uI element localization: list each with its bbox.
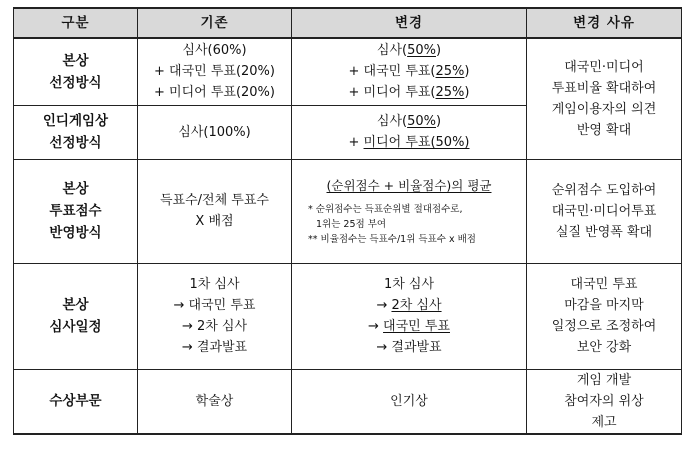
underlined-segment: 미디어 투표(50%)	[363, 135, 470, 150]
cell-after	[292, 263, 527, 369]
cell-after	[292, 38, 527, 105]
cell-line	[292, 132, 526, 153]
cell-reason	[527, 263, 682, 369]
cell-line	[292, 111, 526, 132]
text-segment: 1차 심사	[383, 277, 435, 292]
cell-after	[292, 105, 527, 159]
cell-line: X 배점	[195, 214, 234, 229]
underlined-segment: 25%	[435, 64, 465, 80]
label-line: 인디게임상	[42, 113, 109, 129]
table-row	[14, 159, 682, 263]
cell-line	[292, 61, 526, 82]
label-line: 선정방식	[49, 135, 102, 151]
text-segment: )	[436, 114, 442, 129]
cell-before	[138, 38, 292, 105]
cell-before	[138, 263, 292, 369]
header-reason: 변경 사유	[527, 8, 682, 38]
cell-line	[292, 295, 526, 316]
label-line: 수상부문	[49, 393, 102, 409]
header-category: 구분	[14, 8, 138, 38]
table-row	[14, 263, 682, 369]
cell-line: 게임 개발	[576, 372, 632, 388]
cell-line: 대국민·미디어투표	[551, 203, 657, 219]
underlined-segment: 2차 심사	[391, 298, 442, 313]
footnote-ratio-score: ** 비율점수는 득표수/1위 득표수 x 배점	[308, 234, 476, 245]
cell-reason	[527, 159, 682, 263]
underlined-segment: 25%	[435, 85, 465, 101]
cell-line: 순위점수 도입하여	[551, 182, 657, 198]
text-segment: →	[368, 319, 384, 334]
footnote-rank-score: * 순위점수는 득표순위별 절대점수로,	[308, 204, 463, 215]
cell-reason	[527, 38, 682, 159]
text-segment: 심사(	[376, 114, 408, 129]
cell-line: 반영 확대	[576, 122, 632, 138]
cell-reason	[527, 369, 682, 434]
cell-line: 마감을 마지막	[564, 298, 644, 313]
row-label-indie-award-selection	[14, 105, 138, 159]
cell-line: 제고	[591, 414, 617, 430]
label-line: 본상	[62, 52, 89, 69]
text-segment: +	[348, 135, 364, 150]
label-line: 심사일정	[49, 319, 102, 335]
label-line: 선정방식	[49, 74, 102, 91]
row-label-award-category	[14, 369, 138, 434]
cell-line: 심사(100%)	[178, 124, 251, 140]
cell-line: 실질 반영폭 확대	[555, 224, 653, 240]
cell-line: 심사(60%)	[182, 43, 247, 59]
label-line: 투표점수	[49, 203, 102, 219]
row-label-vote-score-method	[14, 159, 138, 263]
text-segment: 인기상	[390, 393, 428, 409]
cell-line	[292, 316, 526, 337]
row-label-main-award-selection	[14, 38, 138, 105]
cell-line: 보안 강화	[576, 340, 632, 355]
table-row	[14, 369, 682, 434]
cell-line: → 대국민 투표	[173, 298, 256, 313]
cell-line	[292, 337, 526, 358]
text-segment: )	[464, 64, 470, 80]
cell-line: → 결과발표	[181, 340, 248, 355]
cell-line	[292, 391, 526, 412]
underlined-segment: 대국민 투표	[383, 319, 450, 334]
text-segment: + 미디어 투표(	[348, 85, 436, 101]
change-comparison-table-wrapper	[13, 7, 682, 435]
cell-before	[138, 159, 292, 263]
cell-line: 일정으로 조정하여	[551, 319, 657, 334]
label-line: 본상	[62, 181, 89, 197]
footnote-rank-score-cont: 1위는 25점 부여	[316, 219, 387, 230]
cell-line: + 미디어 투표(20%)	[154, 85, 275, 101]
cell-before	[138, 105, 292, 159]
cell-line: 투표비율 확대하여	[551, 80, 657, 96]
header-before: 기존	[138, 8, 292, 38]
cell-line: 참여자의 위상	[564, 393, 644, 409]
cell-line: → 2차 심사	[181, 319, 248, 334]
header-after: 변경	[292, 8, 527, 38]
cell-line: 득표수/전체 투표수	[160, 193, 269, 208]
text-segment: + 대국민 투표(	[348, 64, 436, 80]
table-header-row	[14, 8, 682, 38]
text-segment: → 결과발표	[376, 340, 442, 355]
text-segment: )	[464, 85, 470, 101]
cell-before	[138, 369, 292, 434]
cell-line: 게임이용자의 의견	[551, 101, 657, 117]
cell-line: 대국민 투표	[570, 277, 638, 292]
cell-line: 1차 심사	[189, 277, 240, 292]
cell-line	[292, 40, 526, 61]
cell-line: 학술상	[195, 393, 234, 409]
cell-after	[292, 369, 527, 434]
change-comparison-table	[13, 7, 682, 435]
text-segment: )	[436, 43, 442, 59]
underlined-segment: 50%	[407, 114, 437, 129]
underlined-segment: 50%	[407, 43, 437, 59]
cell-line	[292, 274, 526, 295]
text-segment: →	[376, 298, 392, 313]
label-line: 반영방식	[49, 225, 102, 241]
text-segment: 심사(	[376, 43, 408, 59]
cell-line: 대국민·미디어	[564, 59, 644, 75]
score-formula-title: (순위점수 + 비율점수)의 평균	[326, 178, 492, 193]
row-label-judging-schedule	[14, 263, 138, 369]
table-row	[14, 38, 682, 105]
cell-after	[292, 159, 527, 263]
cell-line: + 대국민 투표(20%)	[154, 64, 275, 80]
cell-line	[292, 82, 526, 103]
label-line: 본상	[62, 297, 89, 313]
